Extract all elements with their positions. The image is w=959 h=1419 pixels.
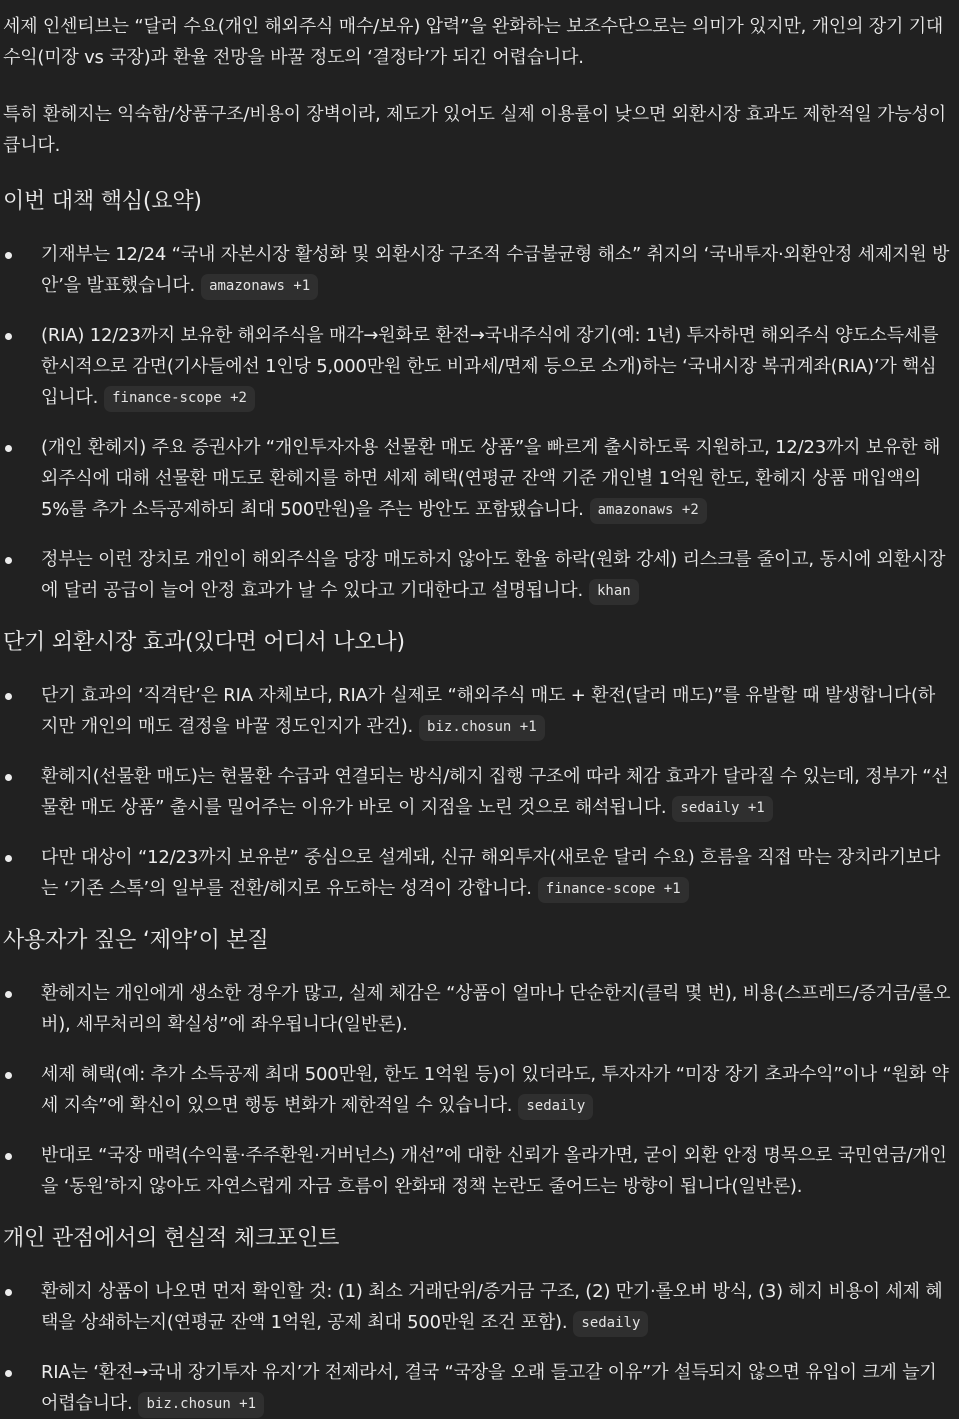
list-item <box>3 978 951 1040</box>
bullet-dot <box>5 1289 12 1296</box>
list-item-text: 단기 효과의 ‘직격탄’은 RIA 자체보다, RIA가 실제로 “해외주식 매도 + 환전(달러 매도)”를 유발할 때 발생합니다(하지만 개인의 매도 결정을 바꿀 정도인지가 관건). <box>41 685 936 737</box>
list-item-text: (RIA) 12/23까지 보유한 해외주식을 매각→원화로 환전→국내주식에 장기(예: 1년) 투자하면 해외주식 양도소득세를 한시적으로 감면(기사들에선 1인당 5,000만원 한도 비과세/면제 등으로 소개)하는 ‘국내시장 복귀계좌(RIA)’가 핵심입니다. <box>41 325 939 408</box>
list-item <box>3 544 951 606</box>
bullet-dot <box>5 333 12 340</box>
citation-chip[interactable]: biz.chosun +1 <box>419 715 545 741</box>
list-item-text: 다만 대상이 “12/23까지 보유분” 중심으로 설계돼, 신규 해외투자(새로운 달러 수요) 흐름을 직접 막는 장치라기보다는 ‘기존 스톡’의 일부를 전환/헤지로 유도하는 성격이 강합니다. <box>41 847 941 899</box>
section-heading-check: 개인 관점에서의 현실적 체크포인트 <box>3 1226 340 1251</box>
bullet-dot <box>5 557 12 564</box>
bullet-dot <box>5 991 12 998</box>
list-item <box>3 680 951 742</box>
bullet-dot <box>5 1370 12 1377</box>
bullet-dot <box>5 774 12 781</box>
section-heading-constraint: 사용자가 짚은 ‘제약’이 본질 <box>3 928 269 953</box>
list-item <box>3 432 951 525</box>
list-item <box>3 1276 951 1338</box>
list-item-text: 세제 혜택(예: 추가 소득공제 최대 500만원, 한도 1억원 등)이 있더라도, 투자자가 “미장 장기 초과수익”이나 “원화 약세 지속”에 확신이 있으면 행동 변화가 제한적일 수 있습니다. <box>41 1064 949 1116</box>
list-item-text: 반대로 “국장 매력(수익률·주주환원·거버넌스) 개선”에 대한 신뢰가 올라가면, 굳이 외환 안정 명목으로 국민연금/개인을 ‘동원’하지 않아도 자연스럽게 자금 흐름이 완화돼 정책 논란도 줄어드는 방향이 됩니다(일반론). <box>41 1145 947 1197</box>
bullet-dot <box>5 445 12 452</box>
citation-chip[interactable]: finance-scope +2 <box>104 386 255 412</box>
bullet-dot <box>5 1153 12 1160</box>
bullet-dot <box>5 252 12 259</box>
citation-chip[interactable]: sedaily <box>518 1094 593 1120</box>
bullet-list-check <box>3 1276 951 1419</box>
bullet-dot <box>5 1072 12 1079</box>
intro-paragraph-2: 특히 환헤지는 익숙함/상품구조/비용이 장벽이라, 제도가 있어도 실제 이용률이 낮으면 외환시장 효과도 제한적일 가능성이 큽니다. <box>3 104 946 156</box>
citation-chip[interactable]: finance-scope +1 <box>538 877 689 903</box>
list-item-text: 환헤지 상품이 나오면 먼저 확인할 것: (1) 최소 거래단위/증거금 구조, (2) 만기·롤오버 방식, (3) 헤지 비용이 세제 혜택을 상쇄하는지(연평균 잔액 1억원, 공제 최대 500만원 조건 포함). <box>41 1281 943 1333</box>
list-item-text: RIA는 ‘환전→국내 장기투자 유지’가 전제라서, 결국 “국장을 오래 들고갈 이유”가 설득되지 않으면 유입이 크게 늘기 어렵습니다. <box>41 1362 937 1414</box>
list-item <box>3 1357 951 1419</box>
list-item-text: (개인 환헤지) 주요 증권사가 “개인투자자용 선물환 매도 상품”을 빠르게 출시하도록 지원하고, 12/23까지 보유한 해외주식에 대해 선물환 매도로 환헤지를 하면 세제 혜택(연평균 잔액 기준 개인별 1억원 한도, 환헤지 상품 매입액의 5%를 추가 소득공제하되 최대 500만원)을 주는 방안도 포함됐습니다. <box>41 437 941 520</box>
list-item <box>3 1140 951 1202</box>
bullet-list-constraint <box>3 978 951 1202</box>
section-heading-fx: 단기 외환시장 효과(있다면 어디서 나오나) <box>3 630 405 655</box>
bullet-dot <box>5 855 12 862</box>
bullet-list-fx <box>3 680 951 904</box>
list-item <box>3 761 951 823</box>
bullet-list-core <box>3 239 951 606</box>
intro-paragraph-1: 세제 인센티브는 “달러 수요(개인 해외주식 매수/보유) 압력”을 완화하는 보조수단으로는 의미가 있지만, 개인의 장기 기대수익(미장 vs 국장)과 환율 전망을 바꿀 정도의 ‘결정타’가 되긴 어렵습니다. <box>3 16 944 68</box>
list-item <box>3 842 951 904</box>
list-item-text: 환헤지는 개인에게 생소한 경우가 많고, 실제 체감은 “상품이 얼마나 단순한지(클릭 몇 번), 비용(스프레드/증거금/롤오버), 세무처리의 확실성”에 좌우됩니다(일반론). <box>41 983 951 1035</box>
citation-chip[interactable]: biz.chosun +1 <box>138 1392 264 1418</box>
list-item-text: 환헤지(선물환 매도)는 현물환 수급과 연결되는 방식/헤지 집행 구조에 따라 체감 효과가 달라질 수 있는데, 정부가 “선물환 매도 상품” 출시를 밀어주는 이유가 바로 이 지점을 노린 것으로 해석됩니다. <box>41 766 949 818</box>
list-item-text: 기재부는 12/24 “국내 자본시장 활성화 및 외환시장 구조적 수급불균형 해소” 취지의 ‘국내투자·외환안정 세제지원 방안’을 발표했습니다. <box>41 244 950 296</box>
citation-chip[interactable]: sedaily +1 <box>672 796 772 822</box>
section-heading-core: 이번 대책 핵심(요약) <box>3 189 202 214</box>
list-item-text: 정부는 이런 장치로 개인이 해외주식을 당장 매도하지 않아도 환율 하락(원화 강세) 리스크를 줄이고, 동시에 외환시장에 달러 공급이 늘어 안정 효과가 날 수 있다고 기대한다고 설명됩니다. <box>41 549 946 601</box>
citation-chip[interactable]: amazonaws +2 <box>590 498 707 524</box>
list-item <box>3 320 951 413</box>
citation-chip[interactable]: amazonaws +1 <box>201 274 318 300</box>
list-item <box>3 239 951 301</box>
citation-chip[interactable]: sedaily <box>573 1311 648 1337</box>
bullet-dot <box>5 693 12 700</box>
citation-chip[interactable]: khan <box>589 579 639 605</box>
list-item <box>3 1059 951 1121</box>
